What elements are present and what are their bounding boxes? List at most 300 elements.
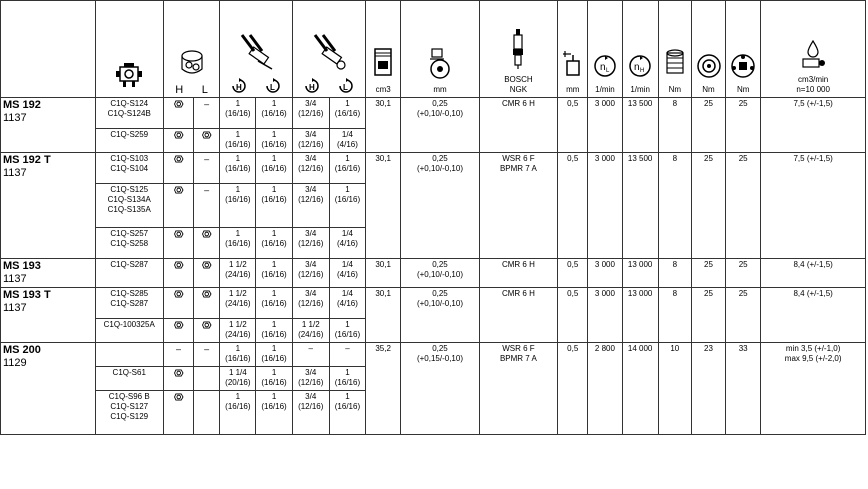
carburetor-cell — [95, 391, 163, 435]
torque-3-value: 25 — [738, 289, 748, 298]
limiter-cell — [194, 391, 220, 435]
carburetor-icon — [114, 61, 144, 89]
adjust-turns-value: (16/16) — [261, 378, 287, 387]
adjust-turns-value: 1 — [271, 130, 277, 139]
spark-plug-value: CMR 6 H — [501, 289, 535, 298]
adjust-turns-value: 1 — [271, 154, 277, 163]
limiter-cap-icon — [202, 131, 212, 139]
adjust-turns-cell — [256, 367, 292, 391]
limiter-cap-icon — [174, 100, 184, 108]
adjust-turns-value: (16/16) — [261, 239, 287, 248]
adjust-turns-cell — [220, 367, 256, 391]
torque-2-cell — [691, 343, 725, 435]
adjust-turns-value: (16/16) — [261, 140, 287, 149]
adjust-turns-value: (16/16) — [261, 270, 287, 279]
torque-3-value: 25 — [738, 260, 748, 269]
adjust-turns-cell — [256, 129, 292, 153]
table-row — [1, 259, 866, 288]
carburetor-code: C1Q-S135A — [107, 205, 151, 214]
adjust-turns-value: 1 — [345, 185, 350, 194]
torque-2-cell — [691, 259, 725, 288]
limiter-cap-icon — [174, 321, 184, 329]
limiter-cell — [194, 288, 220, 319]
model-cell — [1, 98, 96, 153]
carburetor-code: C1Q-S257 — [110, 229, 149, 238]
adjust-turns-value: 1 — [235, 154, 241, 163]
model-number: 1137 — [3, 273, 27, 285]
header-max-speed-cell — [622, 1, 658, 98]
rotate-h-icon — [303, 77, 321, 95]
adjust-turns-cell — [256, 184, 292, 228]
adjust-turns-value: (4/16) — [336, 270, 358, 279]
air-gap-value: 0,25 — [432, 154, 448, 163]
carburetor-code: C1Q-S125 — [110, 185, 149, 194]
header-h-label: H — [175, 84, 184, 96]
adjust-turns-value: (16/16) — [225, 164, 251, 173]
header-gap-cell — [401, 1, 479, 98]
rotate-l-icon — [264, 77, 282, 95]
adjust-turns-value: (12/16) — [298, 270, 324, 279]
carburetor-code: C1Q-S258 — [110, 239, 149, 248]
limiter-cell — [194, 343, 220, 367]
adjust-turns-cell — [292, 319, 329, 343]
adjust-turns-cell — [220, 319, 256, 343]
adjust-turns-value: 1 — [235, 99, 241, 108]
limiter-cell — [163, 129, 193, 153]
limiter-value: – — [204, 154, 210, 164]
adjust-turns-value: 3/4 — [305, 289, 317, 298]
torque-1-cell — [658, 98, 691, 153]
max-speed-value: 14 000 — [627, 344, 653, 353]
limiter-cap-icon — [174, 261, 184, 269]
oil-delivery-cell — [761, 98, 866, 153]
electrode-gap-value: 0,5 — [567, 289, 579, 298]
torque-2-cell — [691, 288, 725, 343]
header-gap-unit: mm — [433, 85, 447, 94]
limiter-cell — [163, 259, 193, 288]
model-number: 1137 — [3, 167, 27, 179]
limiter-cap-icon — [174, 369, 184, 377]
model-cell — [1, 343, 96, 435]
displacement-value: 30,1 — [375, 99, 391, 108]
adjust-turns-cell — [292, 228, 329, 259]
spark-plug-value: CMR 6 H — [501, 260, 535, 269]
limiter-cap-icon — [202, 321, 212, 329]
limiter-cell — [163, 319, 193, 343]
adjust-turns-value: 1 — [345, 392, 350, 401]
adjust-turns-value: (12/16) — [298, 239, 324, 248]
carburetor-cell — [95, 184, 163, 228]
adjust-turns-cell — [256, 391, 292, 435]
electrode-gap-cell — [558, 98, 588, 153]
displacement-cell — [366, 343, 401, 435]
adjust-turns-cell — [220, 184, 256, 228]
adjust-turns-value: (20/16) — [225, 378, 251, 387]
max-speed-value: 13 500 — [627, 154, 653, 163]
limiter-cell — [194, 98, 220, 129]
header-col-rpm2: 1/min — [630, 85, 650, 94]
header-electrode-gap-cell — [558, 1, 588, 98]
air-gap-value: (+0,10/-0,10) — [416, 299, 463, 308]
torque-3-cell — [726, 288, 761, 343]
torque-3-value: 25 — [738, 154, 748, 163]
limiter-cap-icon — [174, 230, 184, 238]
idle-speed-cell — [588, 98, 622, 153]
adjust-turns-cell — [256, 288, 292, 319]
adjust-turns-cell — [220, 98, 256, 129]
max-speed-value: 13 000 — [627, 289, 653, 298]
header-col-nm1: Nm — [668, 85, 682, 94]
displacement-cell — [366, 288, 401, 343]
carburetor-code: C1Q-S61 — [112, 368, 146, 377]
carburetor-code: C1Q-S124B — [107, 109, 151, 118]
table-row — [1, 98, 866, 129]
limiter-cell — [163, 98, 193, 129]
rotate-l-icon — [337, 77, 355, 95]
adjust-turns-cell — [292, 343, 329, 367]
clutch-torque-icon — [730, 53, 756, 79]
adjust-turns-value: 1 — [345, 99, 350, 108]
svg-text:n: n — [634, 62, 640, 73]
limiter-cell — [163, 228, 193, 259]
adjust-turns-value: (16/16) — [261, 164, 287, 173]
carburetor-code: C1Q-S124 — [110, 99, 149, 108]
adjust-turns-cell — [329, 153, 365, 184]
spark-plug-cell — [479, 259, 557, 288]
idle-speed-value: 3 000 — [594, 289, 615, 298]
adjust-turns-value: (16/16) — [261, 109, 287, 118]
torque-3-value: 25 — [738, 99, 748, 108]
torque-1-value: 8 — [672, 260, 678, 269]
adjust-turns-cell — [292, 259, 329, 288]
header-model-cell — [1, 1, 96, 98]
electrode-gap-icon — [561, 49, 585, 79]
adjust-turns-value: 1 — [271, 289, 277, 298]
carburetor-code: C1Q-100325A — [103, 320, 155, 329]
adjust-turns-cell — [256, 153, 292, 184]
spark-plug-value: WSR 6 F — [502, 344, 535, 353]
header-spark-plug-cell — [479, 1, 557, 98]
adjust-turns-cell — [292, 367, 329, 391]
svg-text:L: L — [269, 83, 275, 92]
model-number: 1137 — [3, 112, 27, 124]
carburetor-cell — [95, 319, 163, 343]
adjust-turns-value: (4/16) — [336, 140, 358, 149]
electrode-gap-value: 0,5 — [567, 260, 579, 269]
adjust-turns-cell — [256, 343, 292, 367]
adjust-turns-value: 1/4 — [341, 289, 353, 298]
oil-delivery-value: max 9,5 (+/-2,0) — [784, 354, 842, 363]
max-speed-value: 13 000 — [627, 260, 653, 269]
limiter-cap-icon — [202, 261, 212, 269]
limiter-cell — [194, 259, 220, 288]
limiter-cell — [163, 367, 193, 391]
header-oil-delivery-cell — [761, 1, 866, 98]
carburetor-code: C1Q-S127 — [110, 402, 149, 411]
air-gap-value: (+0,10/-0,10) — [416, 164, 463, 173]
adjust-turns-cell — [220, 288, 256, 319]
torque-1-cell — [658, 288, 691, 343]
adjust-turns-value: 3/4 — [305, 99, 317, 108]
adjust-turns-value: 1/4 — [341, 229, 353, 238]
torque-2-value: 25 — [704, 154, 713, 163]
adjust-turns-value: 1 1/2 — [228, 289, 247, 298]
flywheel-torque-icon — [696, 53, 722, 79]
spark-plug-torque-icon — [664, 49, 686, 79]
torque-2-value: 23 — [704, 344, 713, 353]
header-torque-3-cell — [726, 1, 761, 98]
carburetor-code: C1Q-S259 — [110, 130, 149, 139]
spark-plug-value: WSR 6 F — [502, 154, 535, 163]
adjust-turns-value: 1 — [235, 130, 241, 139]
carburetor-cell — [95, 98, 163, 129]
adjust-turns-cell — [329, 228, 365, 259]
idle-speed-cell — [588, 153, 622, 259]
header-volume-unit: cm3 — [375, 85, 391, 94]
adjust-turns-value: (12/16) — [298, 402, 324, 411]
carburetor-cell — [95, 259, 163, 288]
limiter-cell — [194, 228, 220, 259]
air-gap-value: 0,25 — [432, 99, 448, 108]
air-gap-cell — [401, 288, 479, 343]
header-hl-cell — [163, 1, 219, 98]
limiter-value: – — [204, 344, 210, 354]
torque-3-cell — [726, 98, 761, 153]
adjust-turns-value: (24/16) — [225, 330, 251, 339]
model-name: MS 193 T — [3, 289, 51, 301]
rotate-h-icon — [230, 77, 248, 95]
idle-speed-cell — [588, 288, 622, 343]
idle-speed-cell — [588, 259, 622, 288]
model-cell — [1, 288, 96, 343]
adjust-turns-value: (16/16) — [261, 299, 287, 308]
air-gap-value: (+0,15/-0,10) — [416, 354, 463, 363]
adjust-turns-value: (16/16) — [261, 195, 287, 204]
idle-speed-value: 3 000 — [594, 154, 615, 163]
carburetor-code: C1Q-S287 — [110, 299, 149, 308]
torque-2-value: 25 — [704, 289, 713, 298]
adjust-turns-value: 1/4 — [341, 130, 353, 139]
torque-1-value: 8 — [672, 154, 678, 163]
electrode-gap-value: 0,5 — [567, 99, 579, 108]
electrode-gap-cell — [558, 259, 588, 288]
oil-delivery-value: 7,5 (+/-1,5) — [793, 154, 833, 163]
svg-text:n: n — [599, 62, 606, 73]
adjust-turns-value: 1 — [235, 185, 241, 194]
model-number: 1137 — [3, 302, 27, 314]
adjust-turns-value: 3/4 — [305, 130, 317, 139]
oil-delivery-cell — [761, 288, 866, 343]
limiter-cell — [194, 184, 220, 228]
spark-plug-icon — [511, 29, 525, 69]
torque-1-value: 8 — [672, 289, 678, 298]
adjust-turns-value: 1 1/4 — [228, 368, 247, 377]
torque-3-cell — [726, 259, 761, 288]
adjust-turns-value: 3/4 — [305, 229, 317, 238]
model-cell — [1, 153, 96, 259]
carburetor-code: C1Q-S103 — [110, 154, 149, 163]
max-speed-icon — [627, 53, 653, 79]
displacement-cell — [366, 153, 401, 259]
oil-delivery-value: 8,4 (+/-1,5) — [793, 289, 833, 298]
carburetor-code: C1Q-S285 — [110, 289, 149, 298]
adjust-turns-value: 1 — [271, 344, 277, 353]
limiter-cap-icon — [174, 393, 184, 401]
idle-speed-value: 2 800 — [594, 344, 615, 353]
limiter-cell — [163, 343, 193, 367]
flywheel-gap-icon — [426, 47, 454, 79]
displacement-value: 35,2 — [375, 344, 391, 353]
adjust-turns-value: 1 — [271, 185, 277, 194]
limiter-value: – — [204, 99, 210, 109]
limiter-cell — [163, 184, 193, 228]
idle-speed-value: 3 000 — [594, 260, 615, 269]
limiter-cap-icon — [174, 290, 184, 298]
model-name: MS 200 — [3, 344, 41, 356]
adjust-turns-cell — [256, 259, 292, 288]
torque-2-value: 25 — [704, 260, 713, 269]
adjust-turns-value: (12/16) — [298, 299, 324, 308]
spark-plug-value: BPMR 7 A — [499, 164, 537, 173]
idle-speed-cell — [588, 343, 622, 435]
adjust-turns-cell — [292, 391, 329, 435]
adjust-turns-cell — [220, 343, 256, 367]
torque-3-value: 33 — [738, 344, 748, 353]
adjust-turns-value: 1 — [235, 344, 241, 353]
svg-text:L: L — [342, 83, 348, 92]
electrode-gap-cell — [558, 343, 588, 435]
carburetor-cell — [95, 288, 163, 319]
adjust-turns-cell — [329, 391, 365, 435]
carburetor-cell — [95, 343, 163, 367]
adjust-turns-value: (16/16) — [334, 164, 361, 173]
displacement-cell — [366, 259, 401, 288]
adjust-turns-value: 1 1/2 — [228, 320, 247, 329]
adjust-screw-cap-icon — [177, 47, 207, 79]
oil-drop-icon — [800, 39, 826, 69]
carburetor-code: C1Q-S129 — [110, 412, 149, 421]
adjust-turns-cell — [256, 319, 292, 343]
header-idle-speed-cell — [588, 1, 622, 98]
spark-plug-value: CMR 6 H — [501, 99, 535, 108]
adjust-turns-value: 1 — [271, 392, 277, 401]
adjust-turns-value: 1 — [235, 392, 241, 401]
displacement-value: 30,1 — [375, 260, 391, 269]
adjust-turns-value: (4/16) — [336, 239, 358, 248]
limiter-value: – — [204, 185, 210, 195]
air-gap-cell — [401, 98, 479, 153]
adjust-turns-cell — [220, 228, 256, 259]
adjust-turns-cell — [220, 259, 256, 288]
limiter-cell — [194, 153, 220, 184]
header-col-nm2: Nm — [702, 85, 715, 94]
limiter-cell — [194, 367, 220, 391]
adjust-turns-value: (16/16) — [261, 330, 287, 339]
adjust-turns-value: 3/4 — [305, 392, 317, 401]
adjust-turns-value: 1 1/2 — [228, 260, 247, 269]
air-gap-cell — [401, 259, 479, 288]
cylinder-icon — [373, 47, 393, 79]
adjust-turns-value: (12/16) — [298, 164, 324, 173]
adjust-turns-cell — [329, 367, 365, 391]
model-name: MS 192 T — [3, 154, 51, 166]
adjust-turns-cell — [256, 98, 292, 129]
torque-1-cell — [658, 259, 691, 288]
carburetor-code: C1Q-S287 — [110, 260, 149, 269]
adjust-turns-value: (24/16) — [225, 270, 251, 279]
air-gap-value: (+0,10/-0,10) — [416, 270, 463, 279]
header-oil-unit: cm3/min — [798, 75, 829, 84]
header-col-rpm1: 1/min — [595, 85, 615, 94]
header-col-nm3: Nm — [736, 85, 750, 94]
max-speed-cell — [622, 343, 658, 435]
header-torque-1-cell — [658, 1, 691, 98]
idle-speed-value: 3 000 — [594, 99, 615, 108]
svg-text:L: L — [605, 68, 610, 74]
model-cell — [1, 259, 96, 288]
carburetor-cell — [95, 129, 163, 153]
adjust-turns-value: 3/4 — [305, 154, 317, 163]
adjust-turns-cell — [292, 288, 329, 319]
table-row — [1, 343, 866, 367]
limiter-cell — [163, 391, 193, 435]
adjust-turns-value: (12/16) — [298, 195, 324, 204]
torque-2-value: 25 — [704, 99, 713, 108]
electrode-gap-value: 0,5 — [567, 154, 579, 163]
header-plug-brand-2: NGK — [509, 85, 528, 94]
adjust-turns-value: (16/16) — [334, 195, 361, 204]
torque-2-cell — [691, 98, 725, 153]
torque-1-value: 10 — [670, 344, 680, 353]
air-gap-value: 0,25 — [432, 344, 448, 353]
adjust-turns-value: 1 — [271, 99, 277, 108]
carburetor-code: C1Q-S104 — [110, 164, 149, 173]
adjust-turns-value: 1 — [271, 320, 277, 329]
adjust-turns-value: 1 — [271, 260, 277, 269]
carburetor-code: C1Q-S134A — [107, 195, 151, 204]
torque-1-cell — [658, 153, 691, 259]
adjust-turns-value: (16/16) — [334, 402, 361, 411]
adjust-turns-value: 1 — [345, 154, 350, 163]
max-speed-cell — [622, 153, 658, 259]
adjust-turns-cell — [220, 153, 256, 184]
adjust-turns-value: (24/16) — [298, 330, 324, 339]
model-number: 1129 — [3, 357, 27, 369]
adjust-turns-cell — [292, 153, 329, 184]
oil-delivery-cell — [761, 343, 866, 435]
adjust-turns-cell — [256, 228, 292, 259]
max-speed-cell — [622, 288, 658, 343]
header-plug-brand-1: BOSCH — [504, 75, 533, 84]
screwdriver-basic-icon — [309, 31, 349, 71]
adjust-turns-value: (16/16) — [261, 354, 287, 363]
adjust-turns-value: (16/16) — [225, 402, 251, 411]
spark-plug-value: BPMR 7 A — [499, 354, 537, 363]
oil-delivery-cell — [761, 259, 866, 288]
adjust-turns-value: (12/16) — [298, 109, 324, 118]
adjust-turns-cell — [292, 98, 329, 129]
max-speed-value: 13 500 — [627, 99, 653, 108]
limiter-cell — [194, 129, 220, 153]
adjust-turns-cell — [329, 319, 365, 343]
oil-delivery-value: min 3,5 (+/-1,0) — [785, 344, 841, 353]
header-row — [1, 1, 866, 98]
electrode-gap-value: 0,5 — [567, 344, 579, 353]
limiter-cap-icon — [202, 230, 212, 238]
adjust-turns-cell — [292, 129, 329, 153]
displacement-value: 30,1 — [375, 289, 391, 298]
adjust-turns-value: 1 — [271, 368, 277, 377]
